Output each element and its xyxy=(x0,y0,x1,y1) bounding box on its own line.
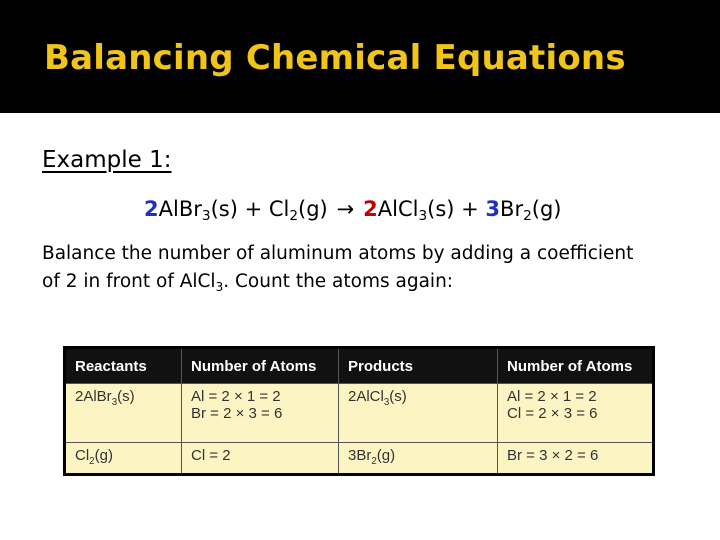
subscript: 3 xyxy=(215,280,224,294)
equation-text: (g) xyxy=(298,197,328,221)
equation-text: (s) + xyxy=(427,197,486,221)
header-product-atoms: Number of Atoms xyxy=(498,348,654,384)
product-cell xyxy=(339,443,498,475)
coefficient: 2 xyxy=(144,197,159,221)
subscript: 3 xyxy=(418,208,428,224)
table-row xyxy=(65,384,654,443)
atom-count: Al = 2 × 1 = 2 xyxy=(507,388,597,405)
subscript: 3 xyxy=(383,397,390,408)
atom-count: Cl = 2 xyxy=(191,447,231,464)
subscript: 3 xyxy=(111,397,118,408)
subscript: 3 xyxy=(201,208,211,224)
equation-text: (s) + Cl xyxy=(210,197,290,221)
subscript: 2 xyxy=(523,208,532,224)
formula-text: 2AlBr xyxy=(75,388,112,405)
coefficient: 3 xyxy=(485,197,501,221)
equation-text: AlCl xyxy=(377,197,419,221)
atom-count: Br = 2 × 3 = 6 xyxy=(191,405,283,422)
subscript: 2 xyxy=(289,208,299,224)
atom-count: Cl = 2 × 3 = 6 xyxy=(507,405,598,422)
header-reactant-atoms: Number of Atoms xyxy=(182,348,339,384)
formula-text: (s) xyxy=(389,388,407,405)
header-products: Products xyxy=(339,348,498,384)
chemical-equation xyxy=(144,197,562,224)
coefficient: 2 xyxy=(363,197,378,221)
slide-content xyxy=(0,113,720,540)
description xyxy=(42,240,682,296)
formula-text: 2AlCl xyxy=(348,388,384,405)
product-cell xyxy=(339,384,498,443)
description-line: Balance the number of aluminum atoms by adding a coefficient xyxy=(42,243,634,264)
arrow-icon: → xyxy=(336,197,355,221)
reactant-cell xyxy=(65,384,182,443)
reactant-cell xyxy=(65,443,182,475)
product-atoms-cell xyxy=(498,384,654,443)
title-bar xyxy=(0,0,720,113)
table-row xyxy=(65,443,654,475)
atom-count-table xyxy=(63,346,655,476)
equation-text: AlBr xyxy=(158,197,202,221)
example-label: Example 1: xyxy=(42,147,172,173)
atom-count: Al = 2 × 1 = 2 xyxy=(191,388,281,405)
table-header-row xyxy=(65,348,654,384)
equation-text: Br xyxy=(500,197,524,221)
subscript: 2 xyxy=(89,456,95,467)
description-line: . Count the atoms again: xyxy=(223,271,454,292)
formula-text: Cl xyxy=(75,447,90,464)
formula-text: (g) xyxy=(94,447,113,464)
formula-text: (s) xyxy=(117,388,135,405)
slide-title: Balancing Chemical Equations xyxy=(44,38,626,78)
description-line: of 2 in front of AlCl xyxy=(42,271,216,292)
equation-text: (g) xyxy=(531,197,562,221)
formula-text: (g) xyxy=(376,447,396,464)
subscript: 2 xyxy=(371,456,377,467)
reactant-atoms-cell xyxy=(182,384,339,443)
header-reactants: Reactants xyxy=(65,348,182,384)
formula-text: 3Br xyxy=(348,447,372,464)
product-atoms-cell xyxy=(498,443,654,475)
atom-count: Br = 3 × 2 = 6 xyxy=(507,447,599,464)
reactant-atoms-cell xyxy=(182,443,339,475)
